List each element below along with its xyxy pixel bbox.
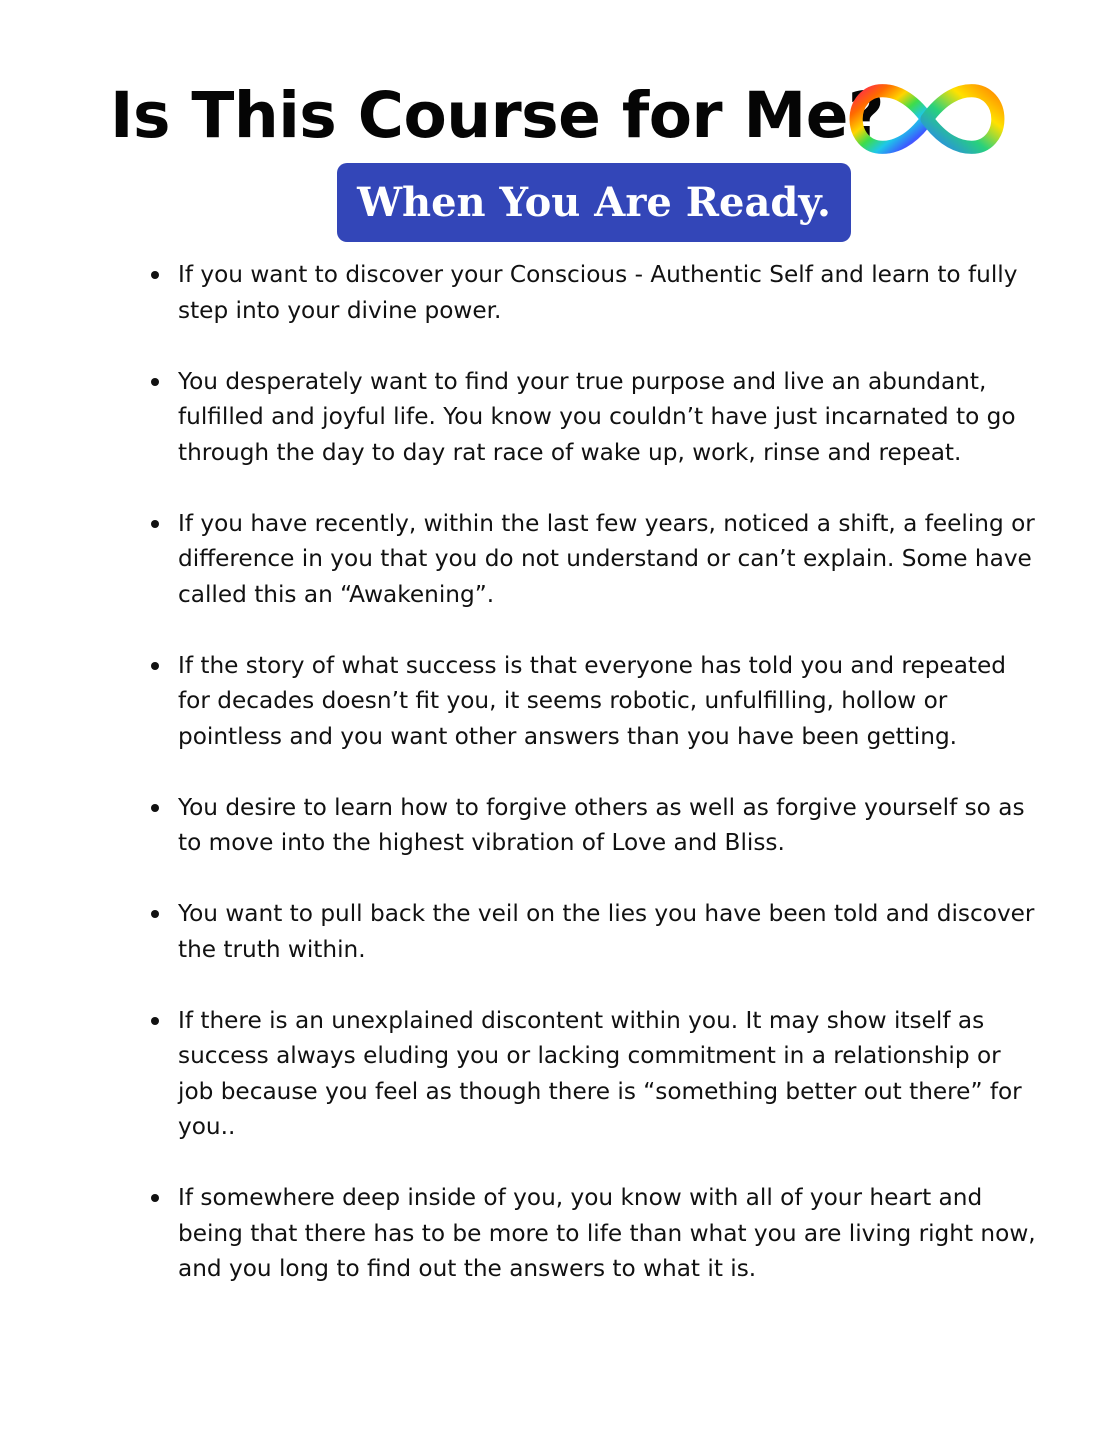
list-item-text: If you want to discover your Conscious - Authentic Self and learn to fully step into your divine power. [178, 261, 1018, 324]
list-item [150, 1180, 1040, 1287]
list-item [150, 896, 1040, 967]
page-title: Is This Course for Me? [110, 79, 884, 152]
title-row [0, 70, 1112, 170]
list-item-text: If there is an unexplained discontent within you. It may show itself as success always eluding you or lacking commitment in a relationship or job because you feel as though there is “something better out there” for you.. [178, 1006, 1022, 1140]
list-item [150, 1003, 1040, 1145]
list-item-text: You desperately want to find your true purpose and live an abundant, fulfilled and joyful life. You know you couldn’t have just incarnated to go through the day to day rat race of wake up, work, rinse and repeat. [178, 367, 1016, 466]
list-item-text: If somewhere deep inside of you, you know with all of your heart and being that there has to be more to life than what you are living right now, and you long to find out the answers to what it is. [178, 1184, 1036, 1282]
list-item [150, 648, 1040, 755]
banner-text: When You Are Ready. [357, 179, 831, 226]
bullet-list [150, 257, 1040, 1322]
list-item-text: If you have recently, within the last few years, noticed a shift, a feeling or difference in you that you do not understand or can’t explain. Some have called this an “Awakening”. [178, 509, 1035, 608]
bullet-dot-icon [151, 804, 159, 812]
list-item-text: If the story of what success is that everyone has told you and repeated for decades doesn’t fit you, it seems robotic, unfulfilling, hollow or pointless and you want other answers than you have been getting. [178, 651, 1006, 750]
bullet-dot-icon [151, 271, 159, 279]
infinity-rainbow-icon [846, 78, 1008, 160]
bullet-dot-icon [151, 520, 159, 528]
list-item [150, 506, 1040, 613]
bullet-dot-icon [151, 1194, 159, 1202]
bullet-dot-icon [151, 1017, 159, 1025]
list-item [150, 790, 1040, 861]
list-item [150, 257, 1040, 328]
bullet-dot-icon [151, 662, 159, 670]
list-item-text: You desire to learn how to forgive others as well as forgive yourself so as to move into the highest vibration of Love and Bliss. [178, 793, 1025, 856]
bullet-dot-icon [151, 910, 159, 918]
bullet-dot-icon [151, 378, 159, 386]
list-item-text: You want to pull back the veil on the lies you have been told and discover the truth within. [178, 900, 1035, 963]
ready-banner [337, 163, 851, 242]
list-item [150, 364, 1040, 471]
